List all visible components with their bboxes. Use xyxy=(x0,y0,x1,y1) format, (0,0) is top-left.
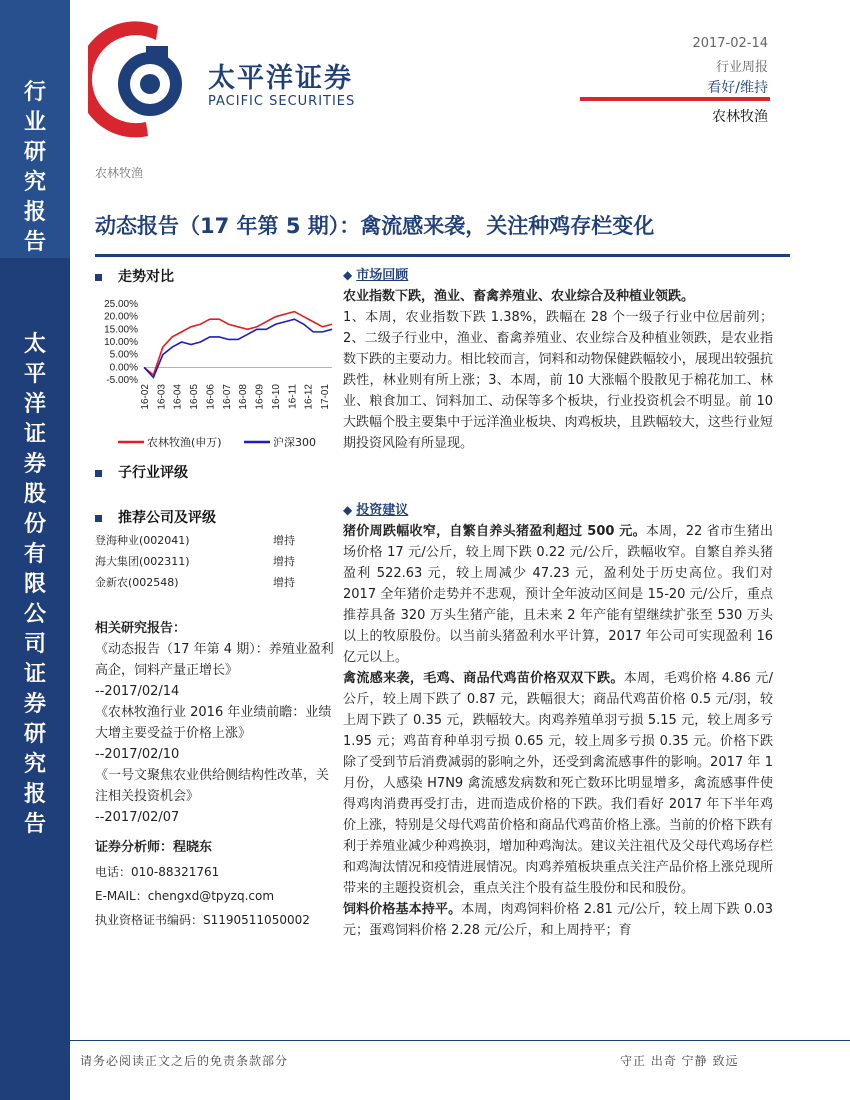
footer-rule xyxy=(70,1040,850,1041)
investment-paragraph xyxy=(343,668,773,899)
analyst-email[interactable]: E-MAIL：chengxd@tpyzq.com xyxy=(95,889,275,903)
trend-section xyxy=(95,266,335,286)
report-date: 2017-02-14 xyxy=(692,36,768,51)
related-report-date: --2017/02/07 xyxy=(95,810,180,825)
related-report-date: --2017/02/14 xyxy=(95,684,180,699)
market-review-lead: 农业指数下跌，渔业、畜禽养殖业、农业综合及种植业领跌。 xyxy=(343,289,695,304)
recommend-section xyxy=(95,507,335,593)
investment-paragraph xyxy=(343,521,773,668)
company-logo xyxy=(88,18,378,138)
analyst-phone: 电话：010-88321761 xyxy=(95,865,220,879)
logo-cn-name: 太平洋证券 xyxy=(208,63,353,94)
legend-label: 农林牧渔(申万) xyxy=(147,436,222,449)
paragraph-body: 本周，毛鸡价格 4.86 元/公斤，较上周下跌了 0.87 元，跌幅很大；商品代鸡苗价格 0.5 元/羽，较上周下跌了 0.35 元，跌幅较大。肉鸡养殖单羽亏损 5.15 元，较上周多亏 1.95 元；鸡苗育种单羽亏损 0.65 元，较上周多亏损 0.35 元。价格下跌除了受到节后消费减弱的影响之外，还受到禽流感事件的影响。2017 年 1 月份，人感染 H7N9 禽流感发病数和死亡数环比明显增多，禽流感事件使得鸡肉消费再受打击，进而造成价格的下跌。我们看好 2017 年下半年鸡价上涨，特别是父母代鸡苗价格和商品代鸡苗价格上涨。当前的价格下跌有利于养殖业减少种鸡换羽，增加种鸡淘汰。建议关注祖代及父母代鸡场存栏和鸡淘汰情况和疫情进展情况。肉鸡养殖板块重点关注产品价格上涨兑现所带来的主题投资机会，重点关注个股有益生股份和民和股份。 xyxy=(343,671,773,896)
sub-rating-heading: 子行业评级 xyxy=(118,465,188,481)
rating-label: 看好/维持 xyxy=(707,80,768,96)
sidebar-top-text: 行业研究报告 xyxy=(23,80,46,255)
x-tick-label: 17-01 xyxy=(320,384,331,410)
x-tick-label: 16-06 xyxy=(205,384,217,410)
square-bullet-icon xyxy=(95,274,102,281)
investment-advice xyxy=(343,500,773,941)
y-tick-label: 15.00% xyxy=(104,324,138,336)
diamond-bullet-icon: ◆ xyxy=(343,503,353,517)
market-review xyxy=(343,265,773,454)
x-tick-label: 16-05 xyxy=(189,384,201,410)
sidebar xyxy=(0,0,70,1100)
company-rating: 增持 xyxy=(273,534,295,547)
y-tick-label: 20.00% xyxy=(104,311,138,323)
square-bullet-icon xyxy=(95,470,102,477)
diamond-bullet-icon: ◆ xyxy=(343,268,353,282)
page-title: 动态报告（17 年第 5 期）：禽流感来袭，关注种鸡存栏变化 xyxy=(95,214,655,238)
x-tick-label: 16-10 xyxy=(270,384,282,410)
recommend-heading: 推荐公司及评级 xyxy=(118,510,216,526)
series-line xyxy=(144,319,332,377)
legend-label: 沪深300 xyxy=(273,436,316,449)
table-row xyxy=(95,530,295,551)
x-tick-label: 16-12 xyxy=(303,384,315,410)
paragraph-body: 本周，22 省市生猪出场价格 17 元/公斤，较上周下跌 0.22 元/公斤，跌幅收窄。自繁自养头猪盈利 522.63 元，较上周减少 47.23 元，盈利处于历史高位。我们对 2017 全年猪价走势并不悲观，预计全年波动区间是 15-20 元/公斤，重点推荐具备 320 万头生猪产能，且未来 2 年产能有望继续扩张至 530 万头以上的牧原股份。以当前头猪盈利水平计算，2017 年公司可实现盈利 16 亿元以上。 xyxy=(343,524,773,665)
breadcrumb: 农林牧渔 xyxy=(95,166,144,180)
header-red-rule xyxy=(580,97,770,101)
series-line xyxy=(144,312,332,375)
report-type: 行业周报 xyxy=(715,60,768,75)
y-tick-label: 25.00% xyxy=(104,299,138,310)
logo-en-name: PACIFIC SECURITIES xyxy=(208,94,356,109)
y-tick-label: 5.00% xyxy=(109,349,138,361)
x-tick-label: 16-11 xyxy=(287,384,299,409)
market-review-heading: 市场回顾 xyxy=(356,268,409,283)
paragraph-lead: 饲料价格基本持平。 xyxy=(343,902,462,917)
square-bullet-icon xyxy=(95,515,102,522)
table-row xyxy=(95,551,295,572)
related-report-link[interactable]: 《一号文聚焦农业供给侧结构性改革，关注相关投资机会》 xyxy=(95,768,330,804)
x-tick-label: 16-04 xyxy=(172,384,184,410)
footer-motto: 守正 出奇 宁静 致远 xyxy=(620,1054,739,1068)
x-tick-label: 16-02 xyxy=(140,384,151,410)
x-tick-label: 16-09 xyxy=(254,384,266,410)
related-report-link[interactable]: 《农林牧渔行业 2016 年业绩前瞻：业绩大增主要受益于价格上涨》 xyxy=(95,705,332,741)
company-rating: 增持 xyxy=(273,555,295,568)
related-heading: 相关研究报告： xyxy=(95,621,187,636)
y-tick-label: -5.00% xyxy=(106,375,138,386)
paragraph-lead: 禽流感来袭，毛鸡、商品代鸡苗价格双双下跌。 xyxy=(343,671,624,686)
analyst-cert: 执业资格证书编码：S1190511050002 xyxy=(95,913,310,927)
sidebar-bottom-text: 太平洋证券股份有限公司证券研究报告 xyxy=(23,332,46,837)
analyst-info xyxy=(95,836,335,932)
related-reports xyxy=(95,618,335,828)
footer-disclaimer: 请务必阅读正文之后的免责条款部分 xyxy=(80,1054,289,1068)
company-name: 海大集团(002311) xyxy=(95,555,190,568)
y-tick-label: 10.00% xyxy=(104,337,138,348)
y-tick-label: 0.00% xyxy=(109,362,138,374)
x-tick-label: 16-08 xyxy=(238,384,250,410)
company-name: 金新农(002548) xyxy=(95,576,179,589)
table-row xyxy=(95,572,295,593)
company-name: 登海种业(002041) xyxy=(95,534,190,547)
paragraph-body: 本周，肉鸡饲料价格 2.81 元/公斤，较上周下跌 0.03 元；蛋鸡饲料价格 2.28 元/公斤，和上周持平；育 xyxy=(343,902,773,938)
sub-rating-section xyxy=(95,462,335,482)
investment-heading: 投资建议 xyxy=(356,503,409,518)
related-report-link[interactable]: 《动态报告（17 年第 4 期）：养殖业盈利高企，饲料产量正增长》 xyxy=(95,642,334,678)
trend-chart xyxy=(92,292,342,460)
market-review-body: 1、本周，农业指数下跌 1.38%，跌幅在 28 个一级子行业中位居前列；2、二级子行业中，渔业、畜禽养殖业、农业综合及种植业领跌，是农业指数下跌的主要动力。相比较而言，饲料和动物保健跌幅较小，展现出较强抗跌性，林业则有所上涨；3、本周，前 10 大涨幅个股散见于棉花加工、林业、粮食加工、饲料加工、动保等多个板块，行业投资机会不明显。前 10 大跌幅个股主要集中于远洋渔业板块、肉鸡板块，且跌幅较大，这些行业短期投资风险有所显现。 xyxy=(343,310,773,451)
related-report-date: --2017/02/10 xyxy=(95,747,180,762)
company-rating: 增持 xyxy=(273,576,295,589)
paragraph-lead: 猪价周跌幅收窄，自繁自养头猪盈利超过 500 元。 xyxy=(343,524,646,539)
analyst-heading: 证券分析师：程晓东 xyxy=(95,840,213,855)
x-tick-label: 16-07 xyxy=(221,384,233,410)
sector-label: 农林牧渔 xyxy=(712,109,768,125)
trend-heading: 走势对比 xyxy=(118,269,174,285)
x-tick-label: 16-03 xyxy=(156,384,168,410)
investment-paragraph xyxy=(343,899,773,941)
title-rule xyxy=(95,254,790,257)
